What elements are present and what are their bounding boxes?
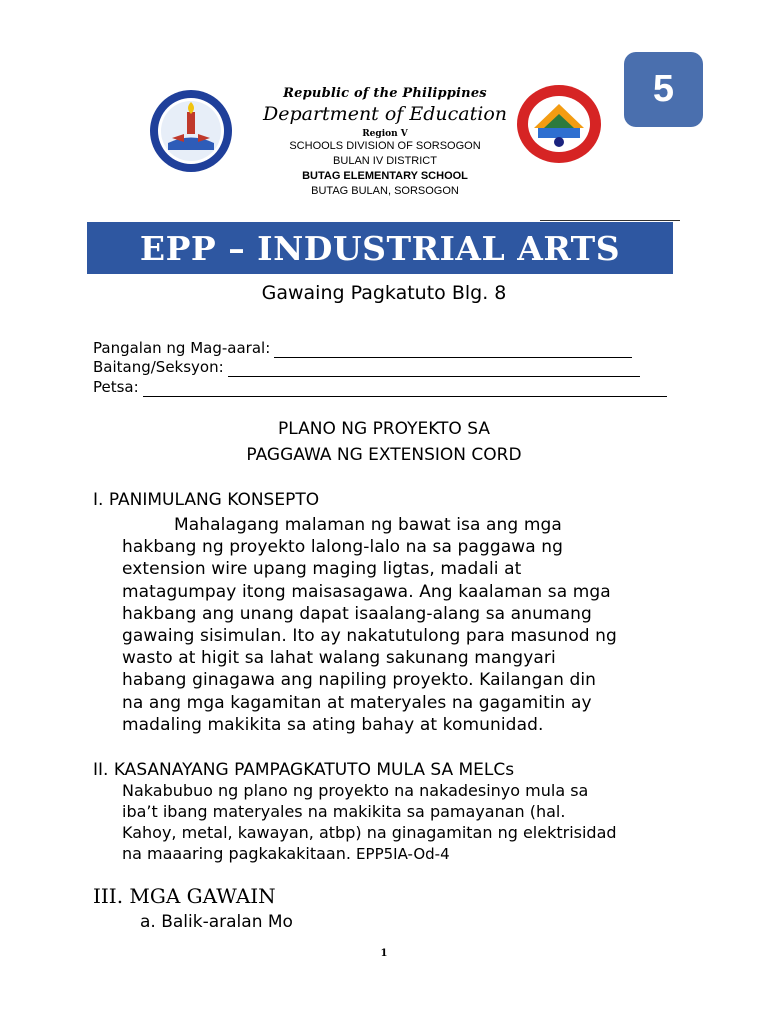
deped-sorsogon-seal-icon (148, 88, 234, 174)
title-divider (540, 220, 680, 221)
section1-line: matagumpay itong maisasagawa. Ang kaalaman sa mga (122, 581, 611, 602)
date-field-label: Petsa: (93, 378, 139, 396)
grade-field-label: Baitang/Seksyon: (93, 358, 224, 376)
plan-title-line2: PAGGAWA NG EXTENSION CORD (246, 445, 522, 465)
division-label: SCHOOLS DIVISION OF SORSOGON (289, 140, 481, 152)
section2-line: Nakabubuo ng plano ng proyekto na nakadesinyo mula sa (122, 781, 589, 800)
name-field-line[interactable] (274, 343, 632, 358)
section2-paragraph (122, 780, 722, 865)
melc-code: EPP5IA-Od-4 (356, 845, 450, 863)
address-label: BUTAG BULAN, SORSOGON (311, 185, 459, 197)
section3-sub-a: a. Balik-aralan Mo (140, 912, 293, 932)
section1-line: hakbang ang unang dapat isaalang-alang sa anumang (122, 603, 592, 624)
school-label: BUTAG ELEMENTARY SCHOOL (302, 170, 468, 182)
date-field (93, 377, 667, 397)
section1-heading: I. PANIMULANG KONSEPTO (93, 490, 320, 510)
name-field (93, 338, 632, 358)
grade-field-line[interactable] (228, 362, 640, 377)
name-field-label: Pangalan ng Mag-aaral: (93, 339, 271, 357)
section2-line: na maaaring pagkakakitaan. (122, 844, 351, 863)
page-number: 1 (380, 948, 388, 959)
section1-line: Mahalagang malaman ng bawat isa ang mga (174, 515, 562, 535)
department-label: Department of Education (263, 103, 507, 125)
section1-paragraph (93, 514, 693, 736)
page-title: EPP – INDUSTRIAL ARTS (87, 222, 673, 274)
activity-subtitle: Gawaing Pagkatuto Blg. 8 (261, 282, 507, 304)
date-field-line[interactable] (143, 382, 667, 397)
section1-line: gawaing sisimulan. Ito ay nakatutulong para masunod ng (122, 626, 617, 647)
grade-field (93, 357, 640, 377)
section2-line-last (122, 843, 722, 865)
section2-line: Kahoy, metal, kawayan, atbp) na ginagamitan ng elektrisidad (122, 823, 617, 842)
plan-title (0, 416, 768, 468)
section2-heading: II. KASANAYANG PAMPAGKATUTO MULA SA MELCs (93, 760, 515, 780)
section1-line: hakbang ng proyekto lalong-lalo na sa paggawa ng (122, 537, 564, 558)
grade-badge: 5 (624, 52, 703, 127)
letterhead (230, 86, 540, 199)
section2-line: iba’t ibang materyales na makikita sa pamayanan (hal. (122, 802, 566, 821)
district-label: BULAN IV DISTRICT (333, 155, 437, 167)
section1-line: wasto at higit sa lahat walang sakunang mangyari (122, 648, 556, 669)
section1-line: habang ginagawa ang napiling proyekto. Kailangan din (122, 670, 597, 691)
plan-title-line1: PLANO NG PROYEKTO SA (278, 419, 490, 439)
region-label: Region V (362, 129, 408, 139)
section1-line: extension wire upang maging ligtas, madali at (122, 559, 522, 580)
republic-label: Republic of the Philippines (283, 86, 487, 101)
section3-heading: III. MGA GAWAIN (93, 884, 276, 908)
section1-line: na ang mga kagamitan at materyales na gagamitin ay (122, 692, 592, 713)
section1-line: madaling makikita sa ating bahay at komunidad. (122, 714, 544, 735)
